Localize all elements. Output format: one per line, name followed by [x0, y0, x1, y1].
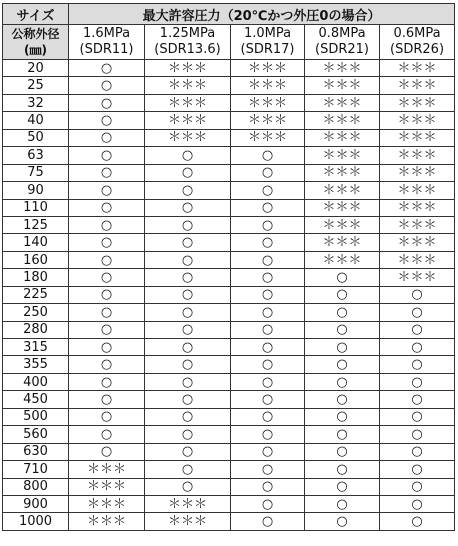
available-cell: ○ — [69, 373, 145, 390]
size-cell: 1000 — [3, 513, 69, 530]
size-cell: 355 — [3, 356, 69, 373]
available-cell: ○ — [69, 94, 145, 111]
size-cell: 560 — [3, 426, 69, 443]
available-cell: ○ — [380, 373, 455, 390]
available-cell: ○ — [145, 461, 231, 478]
available-cell: ○ — [380, 461, 455, 478]
pressure-value: 0.8MPa — [318, 26, 366, 41]
size-cell: 90 — [3, 182, 69, 199]
not-available-cell: ＊＊＊ — [305, 60, 380, 77]
not-available-cell: ＊＊＊ — [380, 251, 455, 268]
available-cell: ○ — [231, 251, 305, 268]
available-cell: ○ — [145, 304, 231, 321]
table-row — [3, 216, 455, 233]
not-available-cell: ＊＊＊ — [305, 77, 380, 94]
available-cell: ○ — [145, 251, 231, 268]
available-cell: ○ — [231, 269, 305, 286]
available-cell: ○ — [305, 495, 380, 512]
available-cell: ○ — [305, 373, 380, 390]
not-available-cell: ＊＊＊ — [380, 77, 455, 94]
not-available-cell: ＊＊＊ — [145, 112, 231, 129]
size-cell: 800 — [3, 478, 69, 495]
available-cell: ○ — [380, 356, 455, 373]
available-cell: ○ — [69, 216, 145, 233]
not-available-cell: ＊＊＊ — [231, 77, 305, 94]
table-row — [3, 164, 455, 181]
available-cell: ○ — [69, 408, 145, 425]
not-available-cell: ＊＊＊ — [231, 94, 305, 111]
not-available-cell: ＊＊＊ — [69, 478, 145, 495]
not-available-cell: ＊＊＊ — [380, 216, 455, 233]
available-cell: ○ — [231, 234, 305, 251]
available-cell: ○ — [69, 60, 145, 77]
table-row — [3, 339, 455, 356]
available-cell: ○ — [305, 321, 380, 338]
available-cell: ○ — [380, 513, 455, 530]
available-cell: ○ — [145, 426, 231, 443]
not-available-cell: ＊＊＊ — [380, 164, 455, 181]
size-cell: 63 — [3, 147, 69, 164]
not-available-cell: ＊＊＊ — [145, 60, 231, 77]
available-cell: ○ — [231, 461, 305, 478]
available-cell: ○ — [305, 408, 380, 425]
available-cell: ○ — [69, 251, 145, 268]
available-cell: ○ — [380, 426, 455, 443]
sdr-value: (SDR26) — [390, 42, 445, 57]
available-cell: ○ — [231, 216, 305, 233]
available-cell: ○ — [231, 373, 305, 390]
not-available-cell: ＊＊＊ — [305, 94, 380, 111]
available-cell: ○ — [145, 391, 231, 408]
available-cell: ○ — [380, 286, 455, 303]
available-cell: ○ — [305, 426, 380, 443]
available-cell: ○ — [145, 443, 231, 460]
group-header: 最大許容圧力（20℃かつ外圧0の場合） — [69, 4, 455, 25]
available-cell: ○ — [69, 164, 145, 181]
pressure-column-header — [145, 25, 231, 60]
not-available-cell: ＊＊＊ — [380, 94, 455, 111]
size-cell: 280 — [3, 321, 69, 338]
not-available-cell: ＊＊＊ — [305, 147, 380, 164]
available-cell: ○ — [69, 182, 145, 199]
not-available-cell: ＊＊＊ — [380, 269, 455, 286]
not-available-cell: ＊＊＊ — [305, 164, 380, 181]
available-cell: ○ — [231, 339, 305, 356]
not-available-cell: ＊＊＊ — [305, 129, 380, 146]
table-row — [3, 251, 455, 268]
header-row-columns — [3, 25, 455, 60]
not-available-cell: ＊＊＊ — [305, 182, 380, 199]
available-cell: ○ — [231, 182, 305, 199]
available-cell: ○ — [69, 304, 145, 321]
not-available-cell: ＊＊＊ — [380, 234, 455, 251]
available-cell: ○ — [380, 339, 455, 356]
available-cell: ○ — [69, 269, 145, 286]
available-cell: ○ — [69, 129, 145, 146]
size-cell: 20 — [3, 60, 69, 77]
table-row — [3, 234, 455, 251]
table-row — [3, 391, 455, 408]
available-cell: ○ — [69, 321, 145, 338]
size-label-line1: 公称外径 — [11, 27, 60, 41]
size-cell: 450 — [3, 391, 69, 408]
not-available-cell: ＊＊＊ — [145, 77, 231, 94]
size-cell: 125 — [3, 216, 69, 233]
available-cell: ○ — [305, 304, 380, 321]
size-cell: 400 — [3, 373, 69, 390]
sdr-value: (SDR13.6) — [154, 42, 221, 57]
table-row — [3, 94, 455, 111]
available-cell: ○ — [305, 356, 380, 373]
available-cell: ○ — [305, 461, 380, 478]
available-cell: ○ — [231, 408, 305, 425]
pressure-value: 1.6MPa — [82, 26, 131, 41]
table-row — [3, 182, 455, 199]
not-available-cell: ＊＊＊ — [305, 251, 380, 268]
available-cell: ○ — [305, 478, 380, 495]
table-row — [3, 408, 455, 425]
available-cell: ○ — [145, 373, 231, 390]
size-cell: 25 — [3, 77, 69, 94]
table-row — [3, 513, 455, 530]
available-cell: ○ — [305, 443, 380, 460]
size-cell: 500 — [3, 408, 69, 425]
not-available-cell: ＊＊＊ — [380, 129, 455, 146]
available-cell: ○ — [145, 182, 231, 199]
available-cell: ○ — [231, 443, 305, 460]
available-cell: ○ — [145, 234, 231, 251]
sdr-value: (SDR11) — [79, 42, 134, 57]
available-cell: ○ — [380, 391, 455, 408]
table-row — [3, 321, 455, 338]
size-label-line2: (㎜) — [24, 43, 47, 57]
table-row — [3, 77, 455, 94]
available-cell: ○ — [231, 513, 305, 530]
table-row — [3, 286, 455, 303]
size-cell: 180 — [3, 269, 69, 286]
not-available-cell: ＊＊＊ — [305, 112, 380, 129]
not-available-cell: ＊＊＊ — [380, 182, 455, 199]
pressure-value: 1.25MPa — [159, 26, 216, 41]
pressure-column-header — [69, 25, 145, 60]
size-cell: 110 — [3, 199, 69, 216]
available-cell: ○ — [305, 339, 380, 356]
available-cell: ○ — [145, 199, 231, 216]
not-available-cell: ＊＊＊ — [231, 60, 305, 77]
available-cell: ○ — [305, 286, 380, 303]
table-row — [3, 269, 455, 286]
available-cell: ○ — [380, 478, 455, 495]
available-cell: ○ — [145, 478, 231, 495]
table-row — [3, 199, 455, 216]
pressure-column-header — [380, 25, 455, 60]
available-cell: ○ — [380, 304, 455, 321]
sdr-value: (SDR21) — [315, 42, 369, 57]
available-cell: ○ — [231, 391, 305, 408]
not-available-cell: ＊＊＊ — [145, 129, 231, 146]
pressure-value: 1.0MPa — [243, 26, 292, 41]
not-available-cell: ＊＊＊ — [380, 60, 455, 77]
table-header — [3, 4, 455, 60]
size-cell: 710 — [3, 461, 69, 478]
table-row — [3, 373, 455, 390]
not-available-cell: ＊＊＊ — [231, 112, 305, 129]
table-row — [3, 426, 455, 443]
available-cell: ○ — [69, 339, 145, 356]
available-cell: ○ — [69, 199, 145, 216]
available-cell: ○ — [231, 478, 305, 495]
table-row — [3, 495, 455, 512]
pressure-rating-table — [2, 3, 455, 531]
available-cell: ○ — [69, 234, 145, 251]
size-cell: 900 — [3, 495, 69, 512]
table-row — [3, 129, 455, 146]
available-cell: ○ — [145, 269, 231, 286]
available-cell: ○ — [145, 408, 231, 425]
available-cell: ○ — [305, 391, 380, 408]
available-cell: ○ — [145, 356, 231, 373]
pressure-value: 0.6MPa — [393, 26, 441, 41]
available-cell: ○ — [231, 495, 305, 512]
pressure-column-header — [305, 25, 380, 60]
available-cell: ○ — [69, 147, 145, 164]
available-cell: ○ — [231, 426, 305, 443]
not-available-cell: ＊＊＊ — [380, 112, 455, 129]
table-row — [3, 304, 455, 321]
not-available-cell: ＊＊＊ — [231, 129, 305, 146]
available-cell: ○ — [69, 112, 145, 129]
not-available-cell: ＊＊＊ — [69, 495, 145, 512]
table-row — [3, 478, 455, 495]
size-cell: 160 — [3, 251, 69, 268]
available-cell: ○ — [231, 321, 305, 338]
available-cell: ○ — [145, 147, 231, 164]
corner-label: サイズ — [3, 4, 69, 25]
table-body — [3, 60, 455, 531]
size-cell: 315 — [3, 339, 69, 356]
available-cell: ○ — [380, 495, 455, 512]
not-available-cell: ＊＊＊ — [380, 199, 455, 216]
table-row — [3, 443, 455, 460]
available-cell: ○ — [69, 426, 145, 443]
available-cell: ○ — [69, 77, 145, 94]
table-row — [3, 356, 455, 373]
not-available-cell: ＊＊＊ — [69, 461, 145, 478]
not-available-cell: ＊＊＊ — [145, 94, 231, 111]
available-cell: ○ — [145, 164, 231, 181]
table-row — [3, 60, 455, 77]
table-row — [3, 147, 455, 164]
available-cell: ○ — [69, 286, 145, 303]
available-cell: ○ — [145, 216, 231, 233]
table-row — [3, 112, 455, 129]
size-cell: 225 — [3, 286, 69, 303]
available-cell: ○ — [231, 199, 305, 216]
available-cell: ○ — [69, 443, 145, 460]
header-row-top — [3, 4, 455, 25]
size-cell: 140 — [3, 234, 69, 251]
not-available-cell: ＊＊＊ — [380, 147, 455, 164]
available-cell: ○ — [231, 304, 305, 321]
available-cell: ○ — [145, 339, 231, 356]
available-cell: ○ — [231, 286, 305, 303]
available-cell: ○ — [231, 147, 305, 164]
table-row — [3, 461, 455, 478]
size-cell: 630 — [3, 443, 69, 460]
size-cell: 75 — [3, 164, 69, 181]
available-cell: ○ — [69, 356, 145, 373]
available-cell: ○ — [145, 286, 231, 303]
sdr-value: (SDR17) — [240, 42, 295, 57]
not-available-cell: ＊＊＊ — [69, 513, 145, 530]
size-cell: 32 — [3, 94, 69, 111]
not-available-cell: ＊＊＊ — [145, 513, 231, 530]
available-cell: ○ — [380, 443, 455, 460]
available-cell: ○ — [145, 321, 231, 338]
available-cell: ○ — [231, 164, 305, 181]
not-available-cell: ＊＊＊ — [305, 199, 380, 216]
not-available-cell: ＊＊＊ — [145, 495, 231, 512]
available-cell: ○ — [69, 391, 145, 408]
available-cell: ○ — [305, 269, 380, 286]
size-column-header — [3, 25, 69, 60]
not-available-cell: ＊＊＊ — [305, 216, 380, 233]
available-cell: ○ — [231, 356, 305, 373]
size-cell: 50 — [3, 129, 69, 146]
not-available-cell: ＊＊＊ — [305, 234, 380, 251]
pressure-column-header — [231, 25, 305, 60]
size-cell: 40 — [3, 112, 69, 129]
available-cell: ○ — [380, 321, 455, 338]
available-cell: ○ — [305, 513, 380, 530]
available-cell: ○ — [380, 408, 455, 425]
size-cell: 250 — [3, 304, 69, 321]
